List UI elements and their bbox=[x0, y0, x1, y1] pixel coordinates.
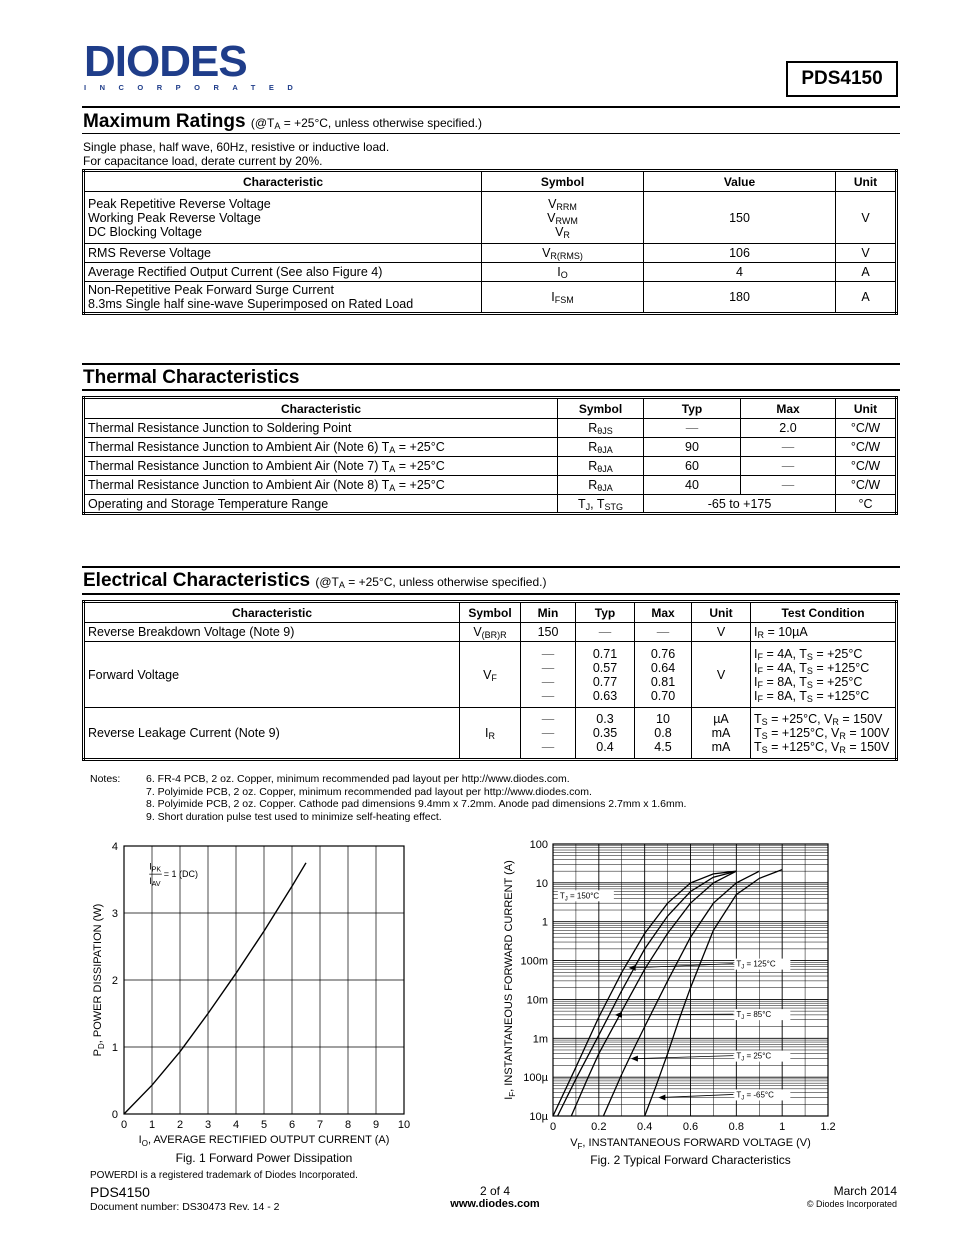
y-axis-label: $I_F$, INSTANTANEOUS FORWARD CURRENT (A) bbox=[503, 860, 517, 1100]
cell-max: — bbox=[741, 457, 836, 476]
table-row bbox=[84, 263, 897, 282]
cell-symbol: $R_{\theta JA}$ bbox=[558, 476, 644, 495]
svg-text:IPK: $I_{PK}$ bbox=[149, 861, 162, 874]
note-6: 6. FR-4 PCB, 2 oz. Copper, minimum recommended pad layout per http://www.diodes.com. bbox=[146, 773, 570, 785]
max-ratings-rule bbox=[82, 133, 900, 134]
max-ratings-title bbox=[83, 111, 482, 133]
fig2-caption: Fig. 2 Typical Forward Characteristics bbox=[590, 1153, 791, 1167]
cell-test-condition: $I_R = 10\mu A$ bbox=[751, 623, 897, 642]
cell-characteristic: Peak Repetitive Reverse Voltage Working Peak Reverse Voltage DC Blocking Voltage bbox=[84, 192, 482, 244]
cell-unit: °C bbox=[836, 495, 897, 514]
cell-characteristic: Forward Voltage bbox=[84, 642, 460, 708]
cell-value: 180 bbox=[644, 282, 836, 314]
y-tick-label: 1 bbox=[111, 1042, 118, 1054]
cell-max: — bbox=[635, 623, 692, 642]
fig1-grid bbox=[124, 846, 404, 1114]
thermal-table bbox=[82, 396, 898, 515]
table-row bbox=[84, 495, 897, 514]
cell-characteristic: RMS Reverse Voltage bbox=[84, 244, 482, 263]
table-row bbox=[84, 642, 897, 708]
cell-characteristic: Reverse Breakdown Voltage (Note 9) bbox=[84, 623, 460, 642]
cell-symbol: $I_R$ bbox=[460, 708, 521, 760]
note-8: 8. Polyimide PCB, 2 oz. Copper. Cathode pad dimensions 9.4mm x 7.2mm. Anode pad dimensions 2.7mm x 1.6mm. bbox=[146, 798, 687, 810]
footer-part: PDS4150 bbox=[90, 1184, 150, 1200]
x-tick-label: 3 bbox=[204, 1119, 212, 1131]
table-row bbox=[84, 282, 897, 314]
col-symbol: Symbol bbox=[558, 398, 644, 419]
cell-symbol: $V_F$ bbox=[460, 642, 521, 708]
col-unit: Unit bbox=[836, 171, 897, 192]
table-row bbox=[84, 438, 897, 457]
col-typ: Typ bbox=[576, 602, 635, 623]
electrical-heading: Electrical Characteristics bbox=[83, 570, 311, 591]
col-symbol: Symbol bbox=[482, 171, 644, 192]
col-characteristic: Characteristic bbox=[84, 602, 460, 623]
x-tick-label: 0 bbox=[120, 1119, 128, 1131]
electrical-top-rule bbox=[82, 566, 900, 568]
cell-unit: °C/W bbox=[836, 419, 897, 438]
cell-characteristic: Average Rectified Output Current (See also Figure 4) bbox=[84, 263, 482, 282]
cell-symbol: $R_{\theta JS}$ bbox=[558, 419, 644, 438]
x-tick-label: 1 bbox=[148, 1119, 156, 1131]
table-row bbox=[84, 192, 897, 244]
cell-unit: °C/W bbox=[836, 476, 897, 495]
y-tick-label: 10µ bbox=[529, 1111, 548, 1123]
y-tick-label: 100 bbox=[529, 839, 548, 851]
cell-value: -65 to +175 bbox=[644, 495, 836, 514]
footer-copyright: © Diodes Incorporated bbox=[806, 1199, 897, 1209]
x-tick-label: 10 bbox=[397, 1119, 411, 1131]
x-tick-label: 6 bbox=[288, 1119, 296, 1131]
y-axis-label: $P_D$, POWER DISSIPATION (W) bbox=[92, 903, 106, 1057]
cell-unit: µA mA mA bbox=[692, 708, 751, 760]
part-number-box: PDS4150 bbox=[786, 61, 898, 97]
max-ratings-condition: ($@T_A = +25^\circ C$, unless otherwise specified.) bbox=[250, 116, 482, 131]
y-tick-label: 10 bbox=[535, 877, 548, 890]
col-characteristic: Characteristic bbox=[84, 171, 482, 192]
col-symbol: Symbol bbox=[460, 602, 521, 623]
x-axis-label: $V_F$, INSTANTANEOUS FORWARD VOLTAGE (V) bbox=[570, 1137, 811, 1151]
max-ratings-table bbox=[82, 169, 898, 315]
thermal-title: Thermal Characteristics bbox=[83, 367, 300, 388]
fig2-series-label bbox=[658, 1089, 790, 1101]
cell-max: — bbox=[741, 438, 836, 457]
footer-date: March 2014 bbox=[833, 1184, 897, 1198]
y-tick-label: 4 bbox=[111, 841, 118, 853]
fig2-series-label bbox=[631, 1051, 790, 1063]
cell-min: 150 bbox=[521, 623, 576, 642]
x-tick-label: 0 bbox=[549, 1121, 557, 1133]
x-tick-label: 9 bbox=[372, 1119, 380, 1131]
col-test-condition: Test Condition bbox=[751, 602, 897, 623]
cell-unit: °C/W bbox=[836, 457, 897, 476]
cell-typ: 40 bbox=[644, 476, 741, 495]
cell-value: 106 bbox=[644, 244, 836, 263]
electrical-rule bbox=[82, 593, 900, 595]
cell-symbol: $V_{R(RMS)}$ bbox=[482, 244, 644, 263]
x-tick-label: 0.2 bbox=[591, 1121, 607, 1133]
cell-max: 0.76 0.64 0.81 0.70 bbox=[635, 642, 692, 708]
cell-unit: V bbox=[692, 623, 751, 642]
cell-unit: V bbox=[836, 192, 897, 244]
svg-text:TJ = 125°C: $T_J = 125^\circ C$ bbox=[736, 959, 776, 971]
table-row bbox=[84, 457, 897, 476]
table-row bbox=[84, 708, 897, 760]
cell-test-condition: $I_F = 4A$, $T_S = +25^\circ C$ $I_F = 4A$, $T_S = +125^\circ C$ $I_F = 8A$, $T_S = +25^\circ C$ $I_F = 8A$, $T_S = +125^\circ C$ bbox=[751, 642, 897, 708]
cell-typ: — bbox=[576, 623, 635, 642]
cell-characteristic: Operating and Storage Temperature Range bbox=[84, 495, 558, 514]
cell-max: 2.0 bbox=[741, 419, 836, 438]
fig1-annotation bbox=[149, 861, 198, 888]
cell-max: — bbox=[741, 476, 836, 495]
cell-unit: A bbox=[836, 263, 897, 282]
cell-typ: 0.3 0.35 0.4 bbox=[576, 708, 635, 760]
cell-symbol: $R_{\theta JA}$ bbox=[558, 438, 644, 457]
fig1-caption: Fig. 1 Forward Power Dissipation bbox=[175, 1151, 353, 1165]
table-header-row bbox=[84, 171, 897, 192]
footer-page: 2 of 4 bbox=[479, 1184, 511, 1198]
notes-block bbox=[90, 773, 686, 823]
svg-text:= 1 (DC): = 1 (DC) bbox=[163, 868, 199, 879]
diodes-logo bbox=[84, 37, 307, 92]
svg-text:TJ = 150°C: $T_J = 150^\circ C$ bbox=[559, 891, 600, 903]
y-tick-label: 0 bbox=[111, 1109, 118, 1121]
col-unit: Unit bbox=[836, 398, 897, 419]
cell-unit: A bbox=[836, 282, 897, 314]
cell-symbol: $V_{(BR)R}$ bbox=[460, 623, 521, 642]
cell-characteristic: Thermal Resistance Junction to Ambient Air (Note 8) $T_A = +25^\circ C$ bbox=[84, 476, 558, 495]
cell-unit: V bbox=[836, 244, 897, 263]
max-ratings-notes bbox=[83, 140, 389, 168]
cell-symbol: $I_{FSM}$ bbox=[482, 282, 644, 314]
cell-characteristic: Reverse Leakage Current (Note 9) bbox=[84, 708, 460, 760]
y-tick-label: 1m bbox=[532, 1033, 548, 1046]
cell-typ: 0.71 0.57 0.77 0.63 bbox=[576, 642, 635, 708]
fig2-grid bbox=[553, 844, 828, 1116]
x-tick-label: 0.6 bbox=[682, 1121, 699, 1133]
load-note-2: For capacitance load, derate current by 20%. bbox=[83, 154, 323, 168]
x-tick-label: 5 bbox=[260, 1119, 268, 1131]
cell-typ: — bbox=[644, 419, 741, 438]
table-header-row bbox=[84, 398, 897, 419]
x-tick-label: 8 bbox=[344, 1119, 352, 1131]
table-row bbox=[84, 623, 897, 642]
svg-text:TJ = -65°C: $T_J = -65^\circ C$ bbox=[736, 1090, 774, 1102]
x-tick-label: 0.8 bbox=[728, 1121, 744, 1133]
fig2-series-line bbox=[571, 871, 736, 1116]
logo-subtext: INCORPORATED bbox=[84, 83, 307, 92]
col-max: Max bbox=[741, 398, 836, 419]
footer-url[interactable]: www.diodes.com bbox=[450, 1198, 540, 1210]
footer-docnum: Document number: DS30473 Rev. 14 - 2 bbox=[90, 1201, 280, 1213]
col-characteristic: Characteristic bbox=[84, 398, 558, 419]
x-tick-label: 1 bbox=[779, 1121, 786, 1133]
header-rule bbox=[82, 106, 900, 108]
cell-value: 150 bbox=[644, 192, 836, 244]
y-tick-label: 1 bbox=[541, 916, 548, 929]
cell-max: 10 0.8 4.5 bbox=[635, 708, 692, 760]
cell-unit: °C/W bbox=[836, 438, 897, 457]
fig2-series-label bbox=[558, 890, 614, 902]
x-axis-label: $I_O$, AVERAGE RECTIFIED OUTPUT CURRENT (A) bbox=[138, 1134, 390, 1148]
x-tick-label: 4 bbox=[232, 1119, 240, 1131]
electrical-condition: ($@T_A = +25^\circ C$, unless otherwise specified.) bbox=[315, 575, 547, 590]
cell-symbol: $T_J$, $T_{STG}$ bbox=[558, 495, 644, 514]
col-unit: Unit bbox=[692, 602, 751, 623]
y-tick-label: 100µ bbox=[523, 1072, 548, 1085]
x-tick-label: 0.4 bbox=[637, 1121, 653, 1133]
y-tick-label: 2 bbox=[111, 975, 118, 987]
x-tick-label: 1.2 bbox=[820, 1121, 836, 1133]
note-9: 9. Short duration pulse test used to minimize self-heating effect. bbox=[146, 810, 442, 823]
col-max: Max bbox=[635, 602, 692, 623]
col-typ: Typ bbox=[644, 398, 741, 419]
y-tick-label: 100m bbox=[520, 955, 548, 968]
trademark-note: POWERDI is a registered trademark of Diodes Incorporated. bbox=[90, 1170, 358, 1181]
svg-text:TJ = 25°C: $T_J = 25^\circ C$ bbox=[736, 1051, 772, 1063]
table-header-row bbox=[84, 602, 897, 623]
cell-characteristic: Thermal Resistance Junction to Ambient Air (Note 6) $T_A = +25^\circ C$ bbox=[84, 438, 558, 457]
cell-symbol: $I_O$ bbox=[482, 263, 644, 282]
svg-text:IAV: $I_{AV}$ bbox=[149, 876, 161, 889]
thermal-rule bbox=[82, 389, 900, 391]
cell-characteristic: Thermal Resistance Junction to Ambient Air (Note 7) $T_A = +25^\circ C$ bbox=[84, 457, 558, 476]
cell-value: 4 bbox=[644, 263, 836, 282]
load-note-1: Single phase, half wave, 60Hz, resistive or inductive load. bbox=[83, 140, 390, 154]
y-tick-label: 10m bbox=[526, 994, 548, 1007]
svg-text:TJ = 85°C: $T_J = 85^\circ C$ bbox=[736, 1010, 772, 1022]
fig1-series-line bbox=[124, 863, 306, 1114]
fig2-forward-characteristics-chart bbox=[495, 830, 895, 1170]
cell-characteristic: Thermal Resistance Junction to Soldering Point bbox=[84, 419, 558, 438]
electrical-table bbox=[82, 600, 898, 761]
logo-text: DIODES bbox=[84, 37, 247, 86]
table-row bbox=[84, 476, 897, 495]
cell-characteristic: Non-Repetitive Peak Forward Surge Current 8.3ms Single half sine-wave Superimposed on Rated Load bbox=[84, 282, 482, 314]
cell-typ: 60 bbox=[644, 457, 741, 476]
cell-unit: V bbox=[692, 642, 751, 708]
col-min: Min bbox=[521, 602, 576, 623]
electrical-title bbox=[83, 570, 546, 592]
table-row bbox=[84, 244, 897, 263]
max-ratings-heading: Maximum Ratings bbox=[83, 111, 246, 132]
fig1-power-dissipation-chart bbox=[82, 830, 422, 1170]
x-tick-label: 7 bbox=[316, 1119, 324, 1131]
cell-min: — — — — bbox=[521, 642, 576, 708]
x-tick-label: 2 bbox=[176, 1119, 184, 1131]
cell-test-condition: $T_S = +25^\circ C$, $V_R = 150V$ $T_S = +125^\circ C$, $V_R = 100V$ $T_S = +125^\circ C$, $V_R = 150V$ bbox=[751, 708, 897, 760]
note-7: 7. Polyimide PCB, 2 oz. Copper, minimum recommended pad layout per http://www.diodes.com. bbox=[146, 785, 592, 798]
cell-min: — — — bbox=[521, 708, 576, 760]
table-row bbox=[84, 419, 897, 438]
cell-symbol: $R_{\theta JA}$ bbox=[558, 457, 644, 476]
col-value: Value bbox=[644, 171, 836, 192]
cell-symbol: $V_{RRM}$ $V_{RWM}$ $V_R$ bbox=[482, 192, 644, 244]
y-tick-label: 3 bbox=[111, 908, 118, 920]
thermal-top-rule bbox=[82, 363, 900, 365]
notes-label: Notes: bbox=[90, 773, 121, 785]
cell-typ: 90 bbox=[644, 438, 741, 457]
